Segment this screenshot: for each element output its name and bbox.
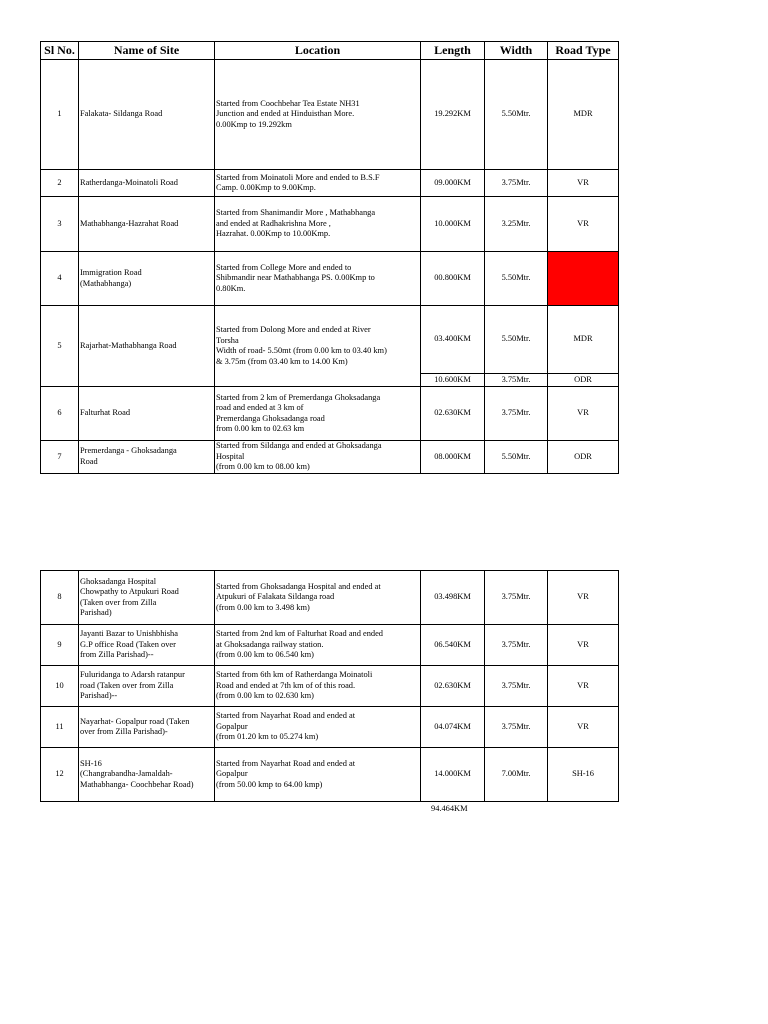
location-cell: Started from Nayarhat Road and ended at Gopalpur (from 01.20 km to 05.274 km) — [215, 707, 421, 748]
length-cell: 03.498KM — [421, 571, 485, 625]
table-row — [41, 60, 619, 170]
site-name-cell: Falakata- Sildanga Road — [79, 60, 215, 170]
location-cell: Started from 2 km of Premerdanga Ghoksadanga road and ended at 3 km of Premerdanga Ghoksadanga road from 0.00 km to 02.63 km — [215, 387, 421, 441]
location-cell: Started from Dolong More and ended at River Torsha Width of road- 5.50mt (from 0.00 km to 03.40 km) & 3.75m (from 03.40 km to 14.00 Km) — [215, 306, 421, 387]
road-type-cell: VR — [548, 571, 619, 625]
width-cell: 3.75Mtr. — [485, 374, 548, 387]
road-type-cell: VR — [548, 387, 619, 441]
site-name-cell: Falturhat Road — [79, 387, 215, 441]
sl-cell: 8 — [41, 571, 79, 625]
roads-table-top — [40, 41, 619, 474]
width-cell: 3.75Mtr. — [485, 571, 548, 625]
location-cell: Started from Shanimandir More , Mathabhanga and ended at Radhakrishna More , Hazrahat. 0.00Kmp to 10.00Kmp. — [215, 197, 421, 252]
length-cell: 08.000KM — [421, 441, 485, 474]
location-cell: Started from Sildanga and ended at Ghoksadanga Hospital (from 0.00 km to 08.00 km) — [215, 441, 421, 474]
table-row — [41, 387, 619, 441]
length-cell: 04.074KM — [421, 707, 485, 748]
location-cell: Started from 2nd km of Falturhat Road and ended at Ghoksadanga railway station. (from 0.00 km to 06.540 km) — [215, 625, 421, 666]
site-name-cell: Nayarhat- Gopalpur road (Taken over from Zilla Parishad)- — [79, 707, 215, 748]
table-row — [41, 707, 619, 748]
width-cell: 7.00Mtr. — [485, 748, 548, 802]
length-cell: 14.000KM — [421, 748, 485, 802]
table-row — [41, 666, 619, 707]
length-cell: 19.292KM — [421, 60, 485, 170]
sl-cell: 3 — [41, 197, 79, 252]
length-cell: 10.600KM — [421, 374, 485, 387]
road-type-cell: ODR — [548, 441, 619, 474]
width-cell: 5.50Mtr. — [485, 60, 548, 170]
road-type-cell-highlighted — [548, 252, 619, 306]
length-cell: 06.540KM — [421, 625, 485, 666]
table-row — [41, 625, 619, 666]
col-header-road-type: Road Type — [548, 42, 619, 60]
site-name-cell: Immigration Road (Mathabhanga) — [79, 252, 215, 306]
width-cell: 5.50Mtr. — [485, 252, 548, 306]
sl-cell: 10 — [41, 666, 79, 707]
length-cell: 02.630KM — [421, 387, 485, 441]
sl-cell: 6 — [41, 387, 79, 441]
width-cell: 3.75Mtr. — [485, 170, 548, 197]
length-cell: 03.400KM — [421, 306, 485, 374]
location-cell: Started from Ghoksadanga Hospital and ended at Atpukuri of Falakata Sildanga road (from 0.00 km to 3.498 km) — [215, 571, 421, 625]
road-type-cell: VR — [548, 625, 619, 666]
width-cell: 3.25Mtr. — [485, 197, 548, 252]
sl-cell: 7 — [41, 441, 79, 474]
table-row — [41, 197, 619, 252]
road-type-cell: VR — [548, 666, 619, 707]
col-header-location: Location — [215, 42, 421, 60]
col-header-width: Width — [485, 42, 548, 60]
roads-table-bottom — [40, 570, 619, 802]
col-header-length: Length — [421, 42, 485, 60]
sl-cell: 9 — [41, 625, 79, 666]
total-length: 94.464KM — [431, 804, 468, 813]
sl-cell: 11 — [41, 707, 79, 748]
site-name-cell: Ghoksadanga Hospital Chowpathy to Atpukuri Road (Taken over from Zilla Parishad) — [79, 571, 215, 625]
road-type-cell: ODR — [548, 374, 619, 387]
table-row — [41, 571, 619, 625]
site-name-cell: Mathabhanga-Hazrahat Road — [79, 197, 215, 252]
col-header-name: Name of Site — [79, 42, 215, 60]
width-cell: 3.75Mtr. — [485, 707, 548, 748]
sl-cell: 4 — [41, 252, 79, 306]
location-cell: Started from Nayarhat Road and ended at Gopalpur (from 50.00 kmp to 64.00 kmp) — [215, 748, 421, 802]
header-row — [41, 42, 619, 60]
length-cell: 10.000KM — [421, 197, 485, 252]
location-cell: Started from 6th km of Ratherdanga Moinatoli Road and ended at 7th km of of this road. (from 0.00 km to 02.630 km) — [215, 666, 421, 707]
road-type-cell: SH-16 — [548, 748, 619, 802]
table-row — [41, 748, 619, 802]
width-cell: 3.75Mtr. — [485, 387, 548, 441]
road-type-cell: VR — [548, 197, 619, 252]
road-type-cell: VR — [548, 170, 619, 197]
site-name-cell: Jayanti Bazar to Unishbhisha G.P office Road (Taken over from Zilla Parishad)-- — [79, 625, 215, 666]
table-row — [41, 306, 619, 374]
length-cell: 09.000KM — [421, 170, 485, 197]
road-type-cell: VR — [548, 707, 619, 748]
sl-cell: 2 — [41, 170, 79, 197]
length-cell: 00.800KM — [421, 252, 485, 306]
location-cell: Started from Coochbehar Tea Estate NH31 Junction and ended at Hinduisthan More. 0.00Kmp to 19.292km — [215, 60, 421, 170]
site-name-cell: Premerdanga - Ghoksadanga Road — [79, 441, 215, 474]
road-type-cell: MDR — [548, 60, 619, 170]
sl-cell: 12 — [41, 748, 79, 802]
location-cell: Started from College More and ended to Shibmandir near Mathabhanga PS. 0.00Kmp to 0.80Km. — [215, 252, 421, 306]
width-cell: 5.50Mtr. — [485, 441, 548, 474]
location-cell: Started from Moinatoli More and ended to B.S.F Camp. 0.00Kmp to 9.00Kmp. — [215, 170, 421, 197]
width-cell: 3.75Mtr. — [485, 666, 548, 707]
site-name-cell: SH-16 (Changrabandha-Jamaldah- Mathabhanga- Coochbehar Road) — [79, 748, 215, 802]
sl-cell: 1 — [41, 60, 79, 170]
width-cell: 3.75Mtr. — [485, 625, 548, 666]
site-name-cell: Fuluridanga to Adarsh ratanpur road (Taken over from Zilla Parishad)-- — [79, 666, 215, 707]
length-cell: 02.630KM — [421, 666, 485, 707]
site-name-cell: Rajarhat-Mathabhanga Road — [79, 306, 215, 387]
col-header-sl: Sl No. — [41, 42, 79, 60]
table-row — [41, 252, 619, 306]
width-cell: 5.50Mtr. — [485, 306, 548, 374]
site-name-cell: Ratherdanga-Moinatoli Road — [79, 170, 215, 197]
table-row — [41, 170, 619, 197]
sl-cell: 5 — [41, 306, 79, 387]
road-type-cell: MDR — [548, 306, 619, 374]
table-row — [41, 441, 619, 474]
